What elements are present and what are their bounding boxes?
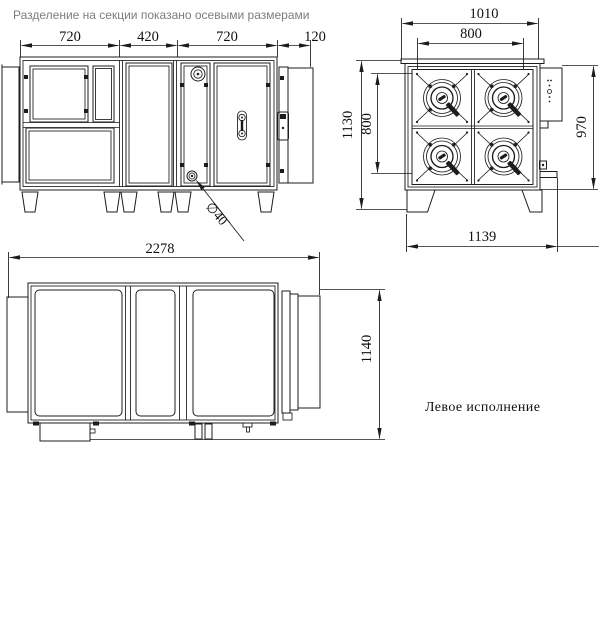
door-handle — [238, 111, 247, 140]
front-unit-body — [2, 57, 313, 190]
dim-label-width: 1140 — [359, 334, 375, 364]
fan-bottom-right — [477, 131, 529, 181]
top-view — [7, 241, 385, 441]
end-dimensions — [340, 6, 599, 252]
fan-top-left — [416, 73, 468, 123]
end-feet — [407, 190, 542, 212]
bottom-box — [40, 423, 90, 441]
control-box — [540, 68, 563, 178]
end-unit-body — [401, 59, 544, 190]
dim-label-height-inner: 800 — [359, 113, 375, 135]
dim-label-height-outer: 1130 — [340, 110, 356, 140]
fan-bottom-left — [416, 131, 468, 181]
dim-label-height-right: 970 — [574, 116, 590, 138]
drain-stub — [205, 424, 212, 439]
dim-label-width-inner: 800 — [460, 26, 482, 42]
drain-diameter-label: ∅40 — [202, 199, 231, 229]
dim-label-depth-bottom: 1139 — [467, 229, 497, 245]
top-unit-body — [7, 283, 320, 441]
dim-label-section2: 420 — [137, 29, 159, 45]
sheet-title: Разделение на секции показано осевыми размерами — [13, 8, 310, 22]
dim-label-length: 2278 — [145, 241, 175, 257]
dim-label-section1: 720 — [59, 29, 81, 45]
dim-label-width-outer: 1010 — [469, 6, 499, 22]
dim-label-section3: 720 — [216, 29, 238, 45]
side-pipe — [540, 172, 557, 178]
fan-grid — [416, 73, 530, 182]
fan-top-right — [477, 73, 529, 123]
dim-label-flange: 120 — [304, 29, 326, 45]
front-view — [2, 29, 326, 241]
front-feet — [22, 192, 274, 212]
end-view — [340, 6, 599, 252]
variant-caption: Левое исполнение — [425, 400, 541, 415]
drain-stub — [195, 424, 202, 439]
top-dimensions — [9, 241, 386, 440]
